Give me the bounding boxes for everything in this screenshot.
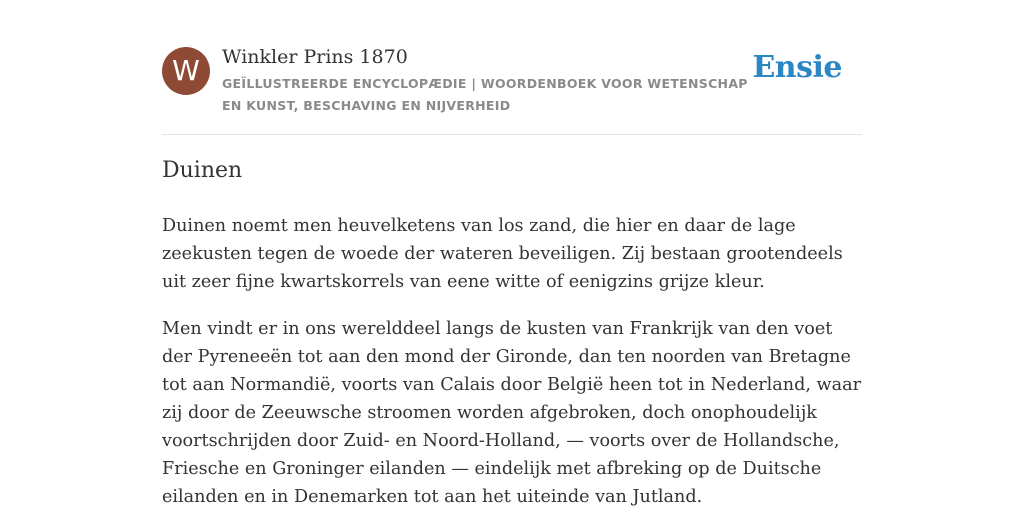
- source-header: [162, 0, 862, 135]
- article-paragraph: Duinen noemt men heuvelketens van los zand, die hier en daar de lage zeekusten tegen de woede der wateren beveiligen. Zij bestaan grootendeels uit zeer fijne kwartskorrels van eene witte of eenigzins grijze kleur.: [162, 216, 843, 292]
- source-subtitle: GEÏLLUSTREERDE ENCYCLOPÆDIE | WOORDENBOEK VOOR WETENSCHAP EN KUNST, BESCHAVING EN NIJVERHEID: [222, 76, 748, 113]
- ensie-logo[interactable]: Ensie: [752, 50, 842, 85]
- article-body: [162, 212, 862, 530]
- article-paragraph: Men vindt er in ons werelddeel langs de kusten van Frankrijk van den voet der Pyreneeën tot aan den mond der Gironde, dan ten noorden van Bretagne tot aan Normandië, voorts van Calais door België heen tot in Nederland, waar zij door de Zeeuwsche stroomen worden afgebroken, doch onophoudelijk voortschrijden door Zuid- en Noord-Holland, — voorts over de Hollandsche, Friesche en Groninger eilanden — eindelijk met afbreking op de Duitsche eilanden en in Denemarken tot aan het uiteinde van Jutland.: [162, 319, 862, 507]
- page-container: [162, 0, 862, 507]
- article-title: Duinen: [162, 158, 243, 183]
- source-title[interactable]: Winkler Prins 1870: [222, 46, 408, 68]
- source-avatar[interactable]: W: [162, 47, 210, 95]
